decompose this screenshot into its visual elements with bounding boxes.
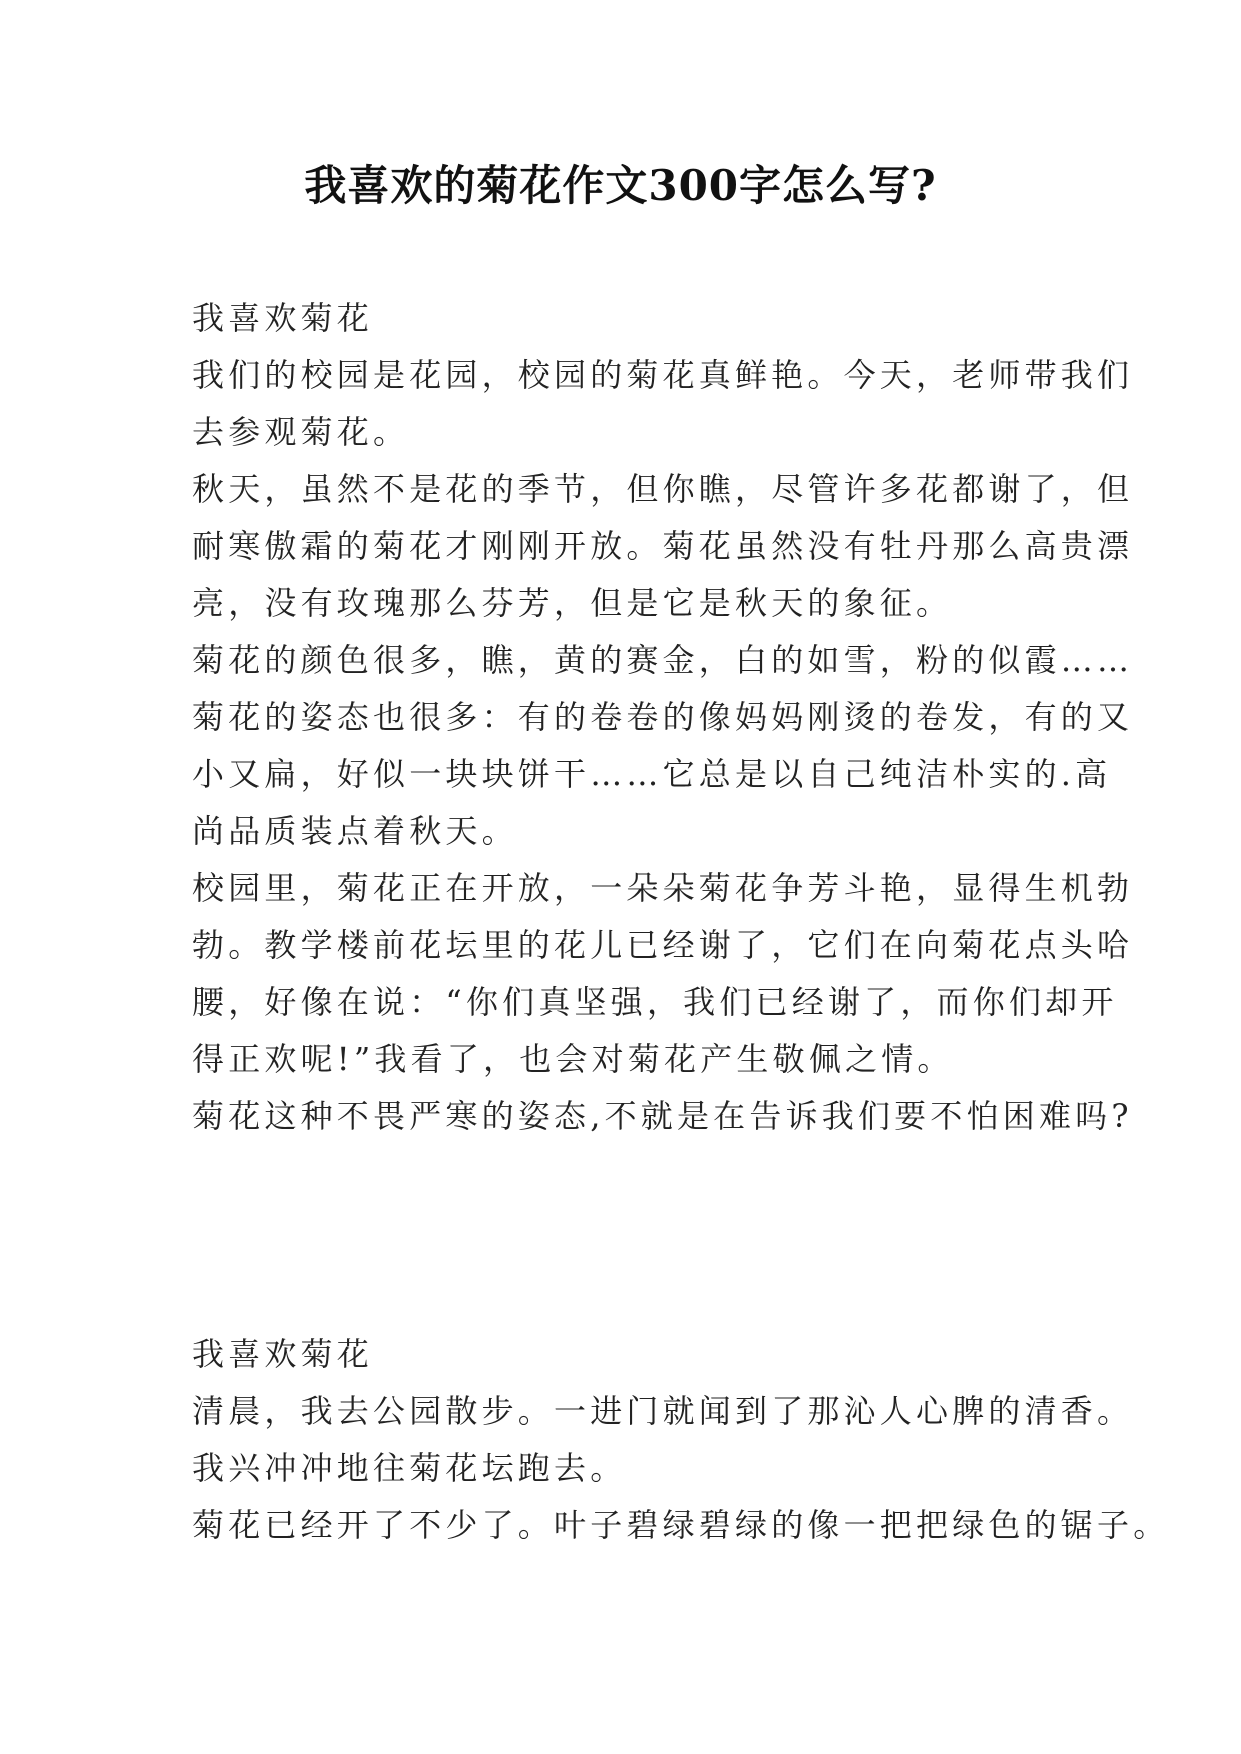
paragraph-line: 秋天，虽然不是花的季节，但你瞧，尽管许多花都谢了，但 [192, 470, 1134, 508]
document-title: 我喜欢的菊花作文300字怎么写? [304, 161, 937, 210]
paragraph-line: 菊花这种不畏严寒的姿态,不就是在告诉我们要不怕困难吗? [192, 1097, 1133, 1135]
paragraph-line: 小又扁，好似一块块饼干……它总是以自己纯洁朴实的.高 [192, 755, 1112, 793]
paragraph-line: 菊花的颜色很多，瞧，黄的赛金，白的如雪，粉的似霞…… [192, 641, 1134, 679]
paragraph-line: 菊花的姿态也很多：有的卷卷的像妈妈刚烫的卷发，有的又 [192, 698, 1134, 736]
paragraph-line: 菊花已经开了不少了。叶子碧绿碧绿的像一把把绿色的锯子。 [192, 1506, 1170, 1544]
paragraph-line: 尚品质装点着秋天。 [192, 812, 518, 850]
paragraph-line: 校园里，菊花正在开放，一朵朵菊花争芳斗艳，显得生机勃 [192, 869, 1134, 907]
paragraph-line: 清晨，我去公园散步。一进门就闻到了那沁人心脾的清香。 [192, 1392, 1134, 1430]
paragraph-line: 我兴冲冲地往菊花坛跑去。 [192, 1449, 627, 1487]
paragraph-line: 耐寒傲霜的菊花才刚刚开放。菊花虽然没有牡丹那么高贵漂 [192, 527, 1134, 565]
paragraph-line: 得正欢呢!”我看了，也会对菊花产生敬佩之情。 [192, 1040, 954, 1078]
paragraph-line: 亮，没有玫瑰那么芬芳，但是它是秋天的象征。 [192, 584, 953, 622]
paragraph-line: 勃。教学楼前花坛里的花儿已经谢了，它们在向菊花点头哈 [192, 926, 1134, 964]
paragraph-line: 我们的校园是花园，校园的菊花真鲜艳。今天，老师带我们 [192, 356, 1134, 394]
paragraph-line: 去参观菊花。 [192, 413, 410, 451]
paragraph-line: 腰，好像在说：“你们真坚强，我们已经谢了，而你们却开 [192, 983, 1118, 1021]
essay-2-heading: 我喜欢菊花 [192, 1335, 374, 1373]
essay-1-heading: 我喜欢菊花 [192, 299, 374, 337]
